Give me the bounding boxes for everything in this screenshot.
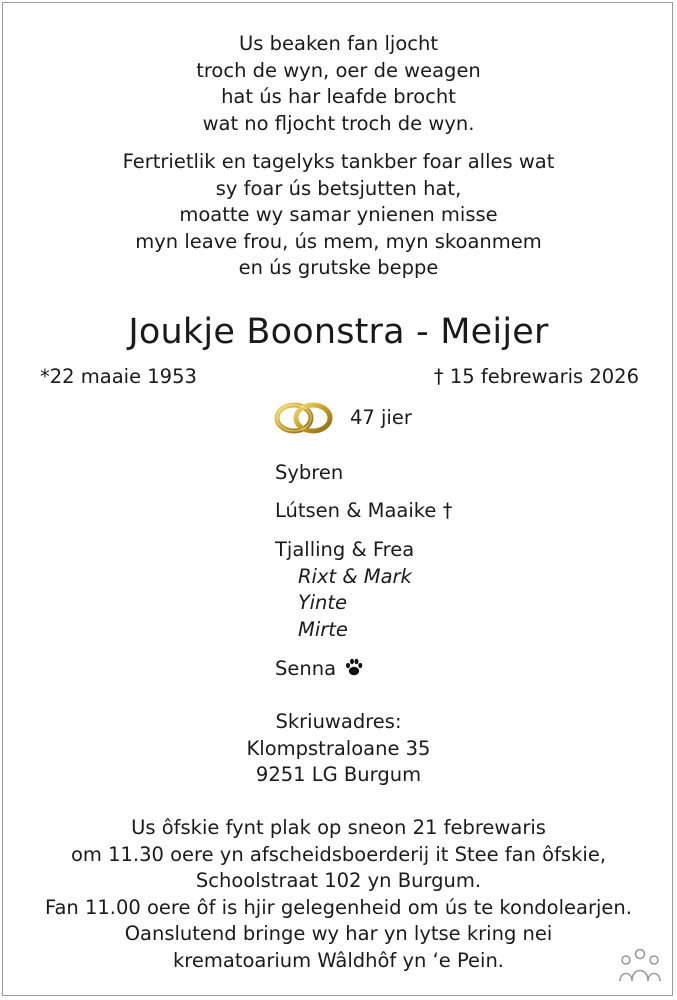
service-line: krematoarium Wâldhôf yn ‘e Pein. — [173, 948, 504, 972]
family-entry: Senna — [275, 657, 337, 680]
deceased-name: Joukje Boonstra - Meijer — [128, 312, 549, 352]
married-years: 47 jier — [350, 406, 412, 429]
family-entry: Tjalling & Frea — [275, 538, 415, 561]
grandchild-entry: Rixt & Mark — [298, 564, 412, 588]
address-street: Klompstraloane 35 — [246, 736, 431, 760]
poem-line: sy foar ús betsjutten hat, — [215, 176, 462, 200]
poem-line: hat ús har leafde brocht — [221, 85, 456, 108]
poem-line: moatte wy samar ynienen misse — [179, 203, 498, 226]
poem-line: Fertrietlik en tagelyks tankber foar alles wat — [122, 150, 555, 173]
address-label: Skriuwadres: — [275, 710, 402, 733]
poem-line: troch de wyn, oer de weagen — [196, 58, 481, 82]
poem-line: Us beaken fan ljocht — [239, 32, 438, 55]
poem-line: wat no fljocht troch de wyn. — [202, 111, 475, 135]
family-group — [275, 537, 414, 643]
service-line: om 11.30 oere yn afscheidsboerderij it Stee fan ôfskie, — [70, 842, 607, 866]
people-logo-icon — [618, 945, 662, 985]
service-line: Us ôfskie fynt plak op sneon 21 febrewaris — [131, 816, 546, 839]
family-entry-pet — [275, 656, 364, 683]
address-city: 9251 LG Burgum — [255, 763, 422, 786]
death-date: † 15 febrewaris 2026 — [433, 365, 639, 388]
poem-stanza-2 — [0, 149, 677, 282]
service-line: Schoolstraat 102 yn Burgum. — [195, 869, 482, 892]
grandchild-entry: Yinte — [298, 591, 347, 614]
poem-stanza-1 — [0, 31, 677, 137]
service-line: Fan 11.00 oere ôf is hjir gelegenheid om ús te kondolearjen. — [45, 895, 632, 919]
postal-address — [0, 709, 677, 789]
service-details — [0, 815, 677, 974]
grandchild-entry: Mirte — [298, 617, 348, 641]
wedding-rings-icon — [272, 397, 336, 437]
service-line: Oanslutend bringe wy har yn lytse kring nei — [124, 922, 553, 945]
birth-date: *22 maaie 1953 — [40, 365, 197, 388]
poem-line: myn leave frou, ús mem, myn skoanmem — [135, 229, 542, 253]
poem-line: en ús grutske beppe — [238, 256, 439, 279]
family-entry: Lútsen & Maaike † — [275, 499, 453, 522]
paw-print-icon — [344, 657, 364, 677]
family-entry: Sybren — [275, 461, 344, 484]
